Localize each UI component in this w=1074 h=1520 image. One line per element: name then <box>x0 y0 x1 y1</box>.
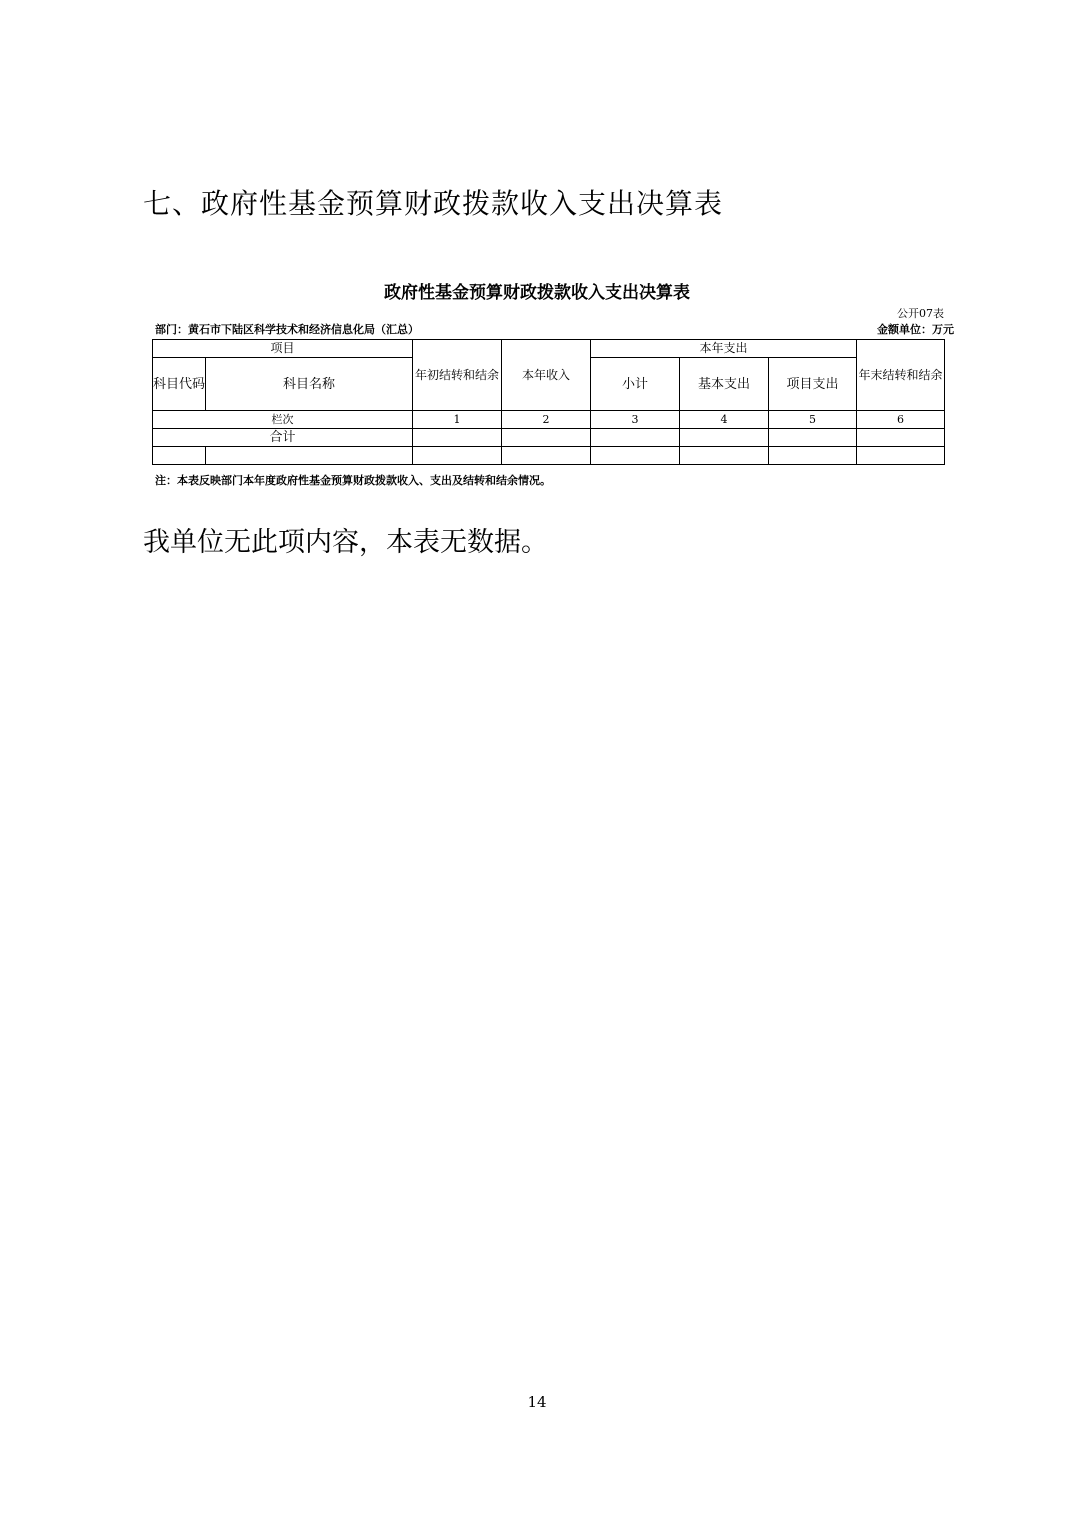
table-title: 政府性基金预算财政拨款收入支出决算表 <box>384 283 690 303</box>
index-label: 栏次 <box>153 411 413 429</box>
header-project: 项目支出 <box>769 358 857 411</box>
table-cell <box>502 429 591 447</box>
table-cell <box>413 429 502 447</box>
table-cell <box>769 447 857 465</box>
header-name: 科目名称 <box>206 358 413 411</box>
table-row <box>153 447 945 465</box>
index-cell: 3 <box>591 411 680 429</box>
table-cell <box>502 447 591 465</box>
table-cell <box>857 447 945 465</box>
table-cell <box>769 429 857 447</box>
page-number: 14 <box>527 1393 547 1411</box>
table-row-total <box>153 429 945 447</box>
table-cell <box>680 447 769 465</box>
table-cell <box>153 447 206 465</box>
table-cell <box>857 429 945 447</box>
header-end-balance: 年末结转和结余 <box>857 340 945 411</box>
header-income: 本年收入 <box>502 340 591 411</box>
table-cell <box>591 429 680 447</box>
amount-unit-label: 金额单位：万元 <box>877 323 954 336</box>
index-cell: 2 <box>502 411 591 429</box>
budget-table <box>152 339 945 465</box>
header-expense-group: 本年支出 <box>591 340 857 358</box>
index-cell: 6 <box>857 411 945 429</box>
total-label: 合计 <box>153 429 413 447</box>
header-code: 科目代码 <box>153 358 206 411</box>
table-note: 注：本表反映部门本年度政府性基金预算财政拨款收入、支出及结转和结余情况。 <box>155 474 551 487</box>
table-row-index <box>153 411 945 429</box>
table-cell <box>413 447 502 465</box>
header-basic: 基本支出 <box>680 358 769 411</box>
department-label: 部门：黄石市下陆区科学技术和经济信息化局（汇总） <box>155 323 419 336</box>
table-cell <box>206 447 413 465</box>
form-code: 公开07表 <box>897 307 944 320</box>
header-row-1 <box>153 340 945 358</box>
section-heading: 七、政府性基金预算财政拨款收入支出决算表 <box>143 187 724 220</box>
no-data-statement: 我单位无此项内容，本表无数据。 <box>143 527 548 558</box>
index-cell: 1 <box>413 411 502 429</box>
header-subtotal: 小计 <box>591 358 680 411</box>
header-begin-balance: 年初结转和结余 <box>413 340 502 411</box>
index-cell: 4 <box>680 411 769 429</box>
table-cell <box>680 429 769 447</box>
table-cell <box>591 447 680 465</box>
index-cell: 5 <box>769 411 857 429</box>
header-item: 项目 <box>153 340 413 358</box>
